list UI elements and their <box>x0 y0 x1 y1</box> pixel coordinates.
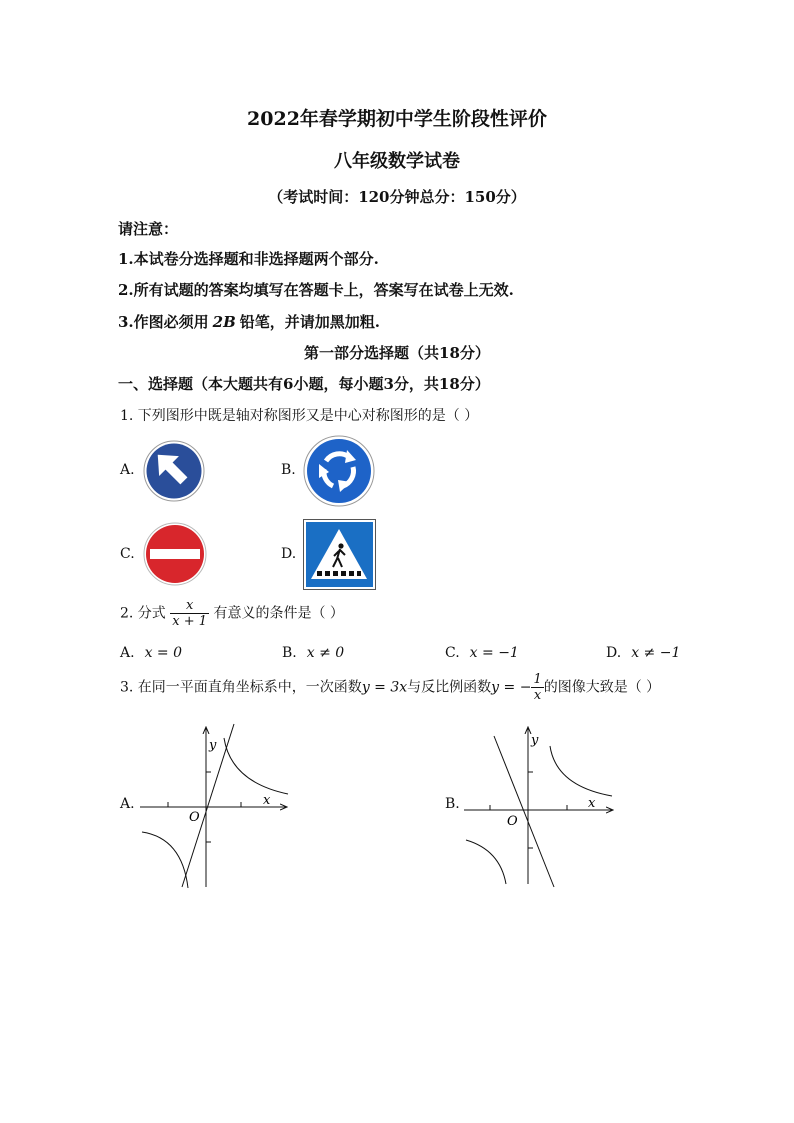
q1-option-a-label[interactable]: A. <box>120 462 135 478</box>
notice-item-3-pencil: 2B <box>212 313 236 331</box>
exam-title: 2022年春学期初中学生阶段性评价 <box>247 108 547 130</box>
hyperbola-branch-2 <box>142 832 188 888</box>
x-axis-label: x <box>588 796 596 811</box>
q1-option-b-label[interactable]: B. <box>281 462 296 478</box>
q2-option-c[interactable] <box>445 645 519 661</box>
q3-linear-function: y = 3x <box>361 679 408 696</box>
q1-stem: 1. 下列图形中既是轴对称图形又是中心对称图形的是（ ） <box>120 408 479 424</box>
q3-fraction-denominator: x <box>533 688 542 703</box>
q2-option-a-expr: x = 0 <box>144 645 182 661</box>
q2-fraction-numerator: x <box>170 598 209 614</box>
q2-stem <box>120 598 344 629</box>
origin-label: O <box>189 810 200 825</box>
q3-option-b-label[interactable]: B. <box>445 796 460 812</box>
q3-fraction-numerator: 1 <box>533 672 542 687</box>
q3-stem-prefix: 3. 在同一平面直角坐标系中，一次函数 <box>120 679 362 696</box>
q3-option-a-label[interactable]: A. <box>120 796 135 812</box>
notice-item-3-text: 3.作图必须用 <box>118 313 209 331</box>
y-axis-label: y <box>209 738 217 753</box>
q1-option-c-label[interactable]: C. <box>120 546 135 562</box>
exam-info: （考试时间：120分钟总分：150分） <box>268 188 526 206</box>
q2-option-b-expr: x ≠ 0 <box>306 645 345 661</box>
q1-option-d-label[interactable]: D. <box>281 546 297 562</box>
q2-option-d-expr: x ≠ −1 <box>631 645 681 661</box>
q2-fraction <box>170 598 209 629</box>
x-axis-label: x <box>263 793 271 808</box>
q3-fraction <box>531 672 543 703</box>
q3-option-b-graph[interactable] <box>462 722 617 892</box>
part1-heading: 第一部分选择题（共18分） <box>304 344 490 362</box>
q2-option-c-label: C. <box>445 645 460 661</box>
q3-stem-suffix: 的图像大致是（ ） <box>543 679 661 696</box>
pedestrian-crossing-sign-icon[interactable] <box>303 519 376 590</box>
hyperbola-branch-1 <box>224 738 288 794</box>
q3-stem-mid: 与反比例函数 <box>407 679 492 696</box>
origin-label: O <box>507 814 518 829</box>
q2-option-a-label: A. <box>120 645 135 661</box>
notice-item-3-text-end: 铅笔，并请加黑加粗. <box>239 313 381 331</box>
q2-option-c-expr: x = −1 <box>469 645 519 661</box>
linear-function-line <box>494 736 554 887</box>
q2-stem-prefix: 2. 分式 <box>120 605 166 622</box>
notice-item-3 <box>118 311 380 332</box>
q2-stem-suffix: 有意义的条件是（ ） <box>213 605 344 622</box>
q2-option-d[interactable] <box>606 645 680 661</box>
no-entry-sign-icon[interactable] <box>141 522 209 586</box>
notice-item-1: 1.本试卷分选择题和非选择题两个部分. <box>118 250 379 268</box>
q3-stem <box>120 672 660 703</box>
hyperbola-branch-2 <box>466 840 506 884</box>
roundabout-sign-icon[interactable] <box>303 435 375 507</box>
notice-item-2: 2.所有试题的答案均填写在答题卡上，答案写在试卷上无效. <box>118 281 514 299</box>
q2-fraction-denominator: x + 1 <box>172 614 208 629</box>
q3-option-a-graph[interactable] <box>138 722 293 892</box>
y-axis-label: y <box>531 733 539 748</box>
exam-subtitle: 八年级数学试卷 <box>334 151 460 172</box>
q2-option-a[interactable] <box>120 645 182 661</box>
hyperbola-branch-1 <box>550 746 612 796</box>
q2-option-b-label: B. <box>282 645 297 661</box>
q2-option-b[interactable] <box>282 645 344 661</box>
section-heading: 一、选择题（本大题共有6小题，每小题3分，共18分） <box>118 375 490 393</box>
notice-heading: 请注意： <box>118 220 179 238</box>
keep-left-arrow-sign-icon[interactable] <box>143 440 205 502</box>
q3-inverse-lhs: y = − <box>491 679 532 696</box>
q2-option-d-label: D. <box>606 645 622 661</box>
